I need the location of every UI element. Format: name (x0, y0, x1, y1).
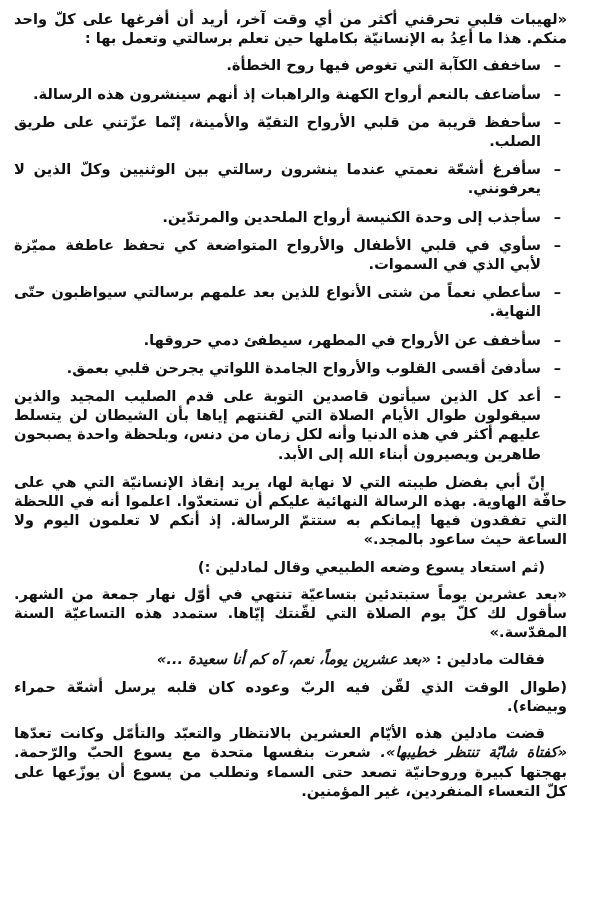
stage-direction-2: (طوال الوقت الذي لقّن فيه الربّ وعوده كان قلبه يرسل أشعّة حمراء وبيضاء). (14, 678, 567, 715)
final-paragraph-part-a: قضت مادلين هذه الأيّام العشرين بالانتظار والتعبّد والتأمّل وكانت تعدّها (14, 725, 545, 743)
list-item: – سأخفف عن الأرواح في المطهر، سيطفئ دمي حروقها. (14, 331, 567, 350)
madeline-reply (14, 650, 567, 669)
father-paragraph: إنّ أبي بفضل طيبته التي لا نهاية لها، يريد إنقاذ الإنسانيّة التي هي على حافّة الهاوية. بهذه الرسالة النهائية عليكم أن تستعدّوا. اعلموا أنه في اللحظة التي تفقدون فيها إيمانكم به ستتمّ الرسالة. إذ أنكم لا تعلمون اليوم ولا الساعة حيث ساعود بالمجد.» (14, 473, 567, 549)
stage-direction-1: (ثم استعاد يسوع وضعه الطبيعي وقال لمادلين :) (197, 558, 545, 576)
madeline-reply-quote: «بعد عشرين يوماً، نعم، آه كم أنا سعيدة ...» (156, 651, 431, 669)
final-paragraph (14, 724, 567, 801)
list-item: – أعد كل الذين سيأتون قاصدين التوبة على قدم الصليب المجيد والذين سيقولون طوال الأيام الصلاة التي لقنتهم إياها بأن الشيطان لن يتسلط عليهم أكثر في هذه الدنيا وأنه لكل زمان من دنس، وبلحظة واحدة يصبحون طاهرين ويصيرون أبناء الله إلى الأبد. (14, 387, 567, 464)
madeline-reply-prefix: فقالت مادلين : (435, 651, 545, 669)
list-item: – ساخفف الكآبة التي تغوص فيها روح الخطأة. (14, 56, 567, 75)
list-item: – سأدفئ أقسى القلوب والأرواح الجامدة اللواتي يجرحن قلبي بعمق. (14, 359, 567, 378)
list-item: – سأحفظ قريبة من قلبي الأرواح التقيّة والأمينة، إنّما عزّتني على طريق الصلب. (14, 113, 567, 151)
promises-list (14, 56, 567, 463)
list-item: – سأجذب إلى وحدة الكنيسة أرواح الملحدين والمرتدّين. (14, 208, 567, 227)
final-paragraph-part-b: شعرت بنفسها متحدة مع يسوع الحبّ والرّحمة. بهجتها كبيرة وروحانيّة تصعد حتى السماء وتطلب من يسوع أن يوزّعها على كلّ التعساء المنفردين، غير المؤمنين. (14, 744, 567, 800)
twenty-days-paragraph: «بعد عشرين يوماً ستبتدئين بتساعيّة تنتهي في أوّل نهار جمعة من الشهر. سأقول لك كلّ يوم الصلاة التي لقّنتك إيّاها. ستمدد هذه التساعيّة السنة المقدّسة.» (14, 585, 567, 642)
list-item: – سأوي في قلبي الأطفال والأرواح المتواضعة كي تحفظ عاطفة مميّزة لأبي الذي في السموات. (14, 236, 567, 274)
list-item: – سأعطي نعماً من شتى الأنواع للذين بعد علمهم برسالتي سيواظبون حتّى النهاية. (14, 283, 567, 321)
intro-paragraph: «لهيبات قلبي تحرقني أكثر من أي وقت آخر، أريد أن أفرغها على كلّ واحد منكم. هذا ما أعِدُ به الإنسانيّة بكاملها حين تعلم برسالتي وتعمل بها : (14, 11, 567, 48)
list-item: – سأفرغ أشعّة نعمتي عندما ينشرون رسالتي بين الوثنيين وكلّ الذين لا يعرفونني. (14, 160, 567, 198)
final-paragraph-quote: «كفتاة شابّة تنتظر خطيبها». (380, 744, 567, 762)
list-item: – سأضاعف بالنعم أرواح الكهنة والراهبات إذ أنهم سينشرون هذه الرسالة. (14, 85, 567, 104)
